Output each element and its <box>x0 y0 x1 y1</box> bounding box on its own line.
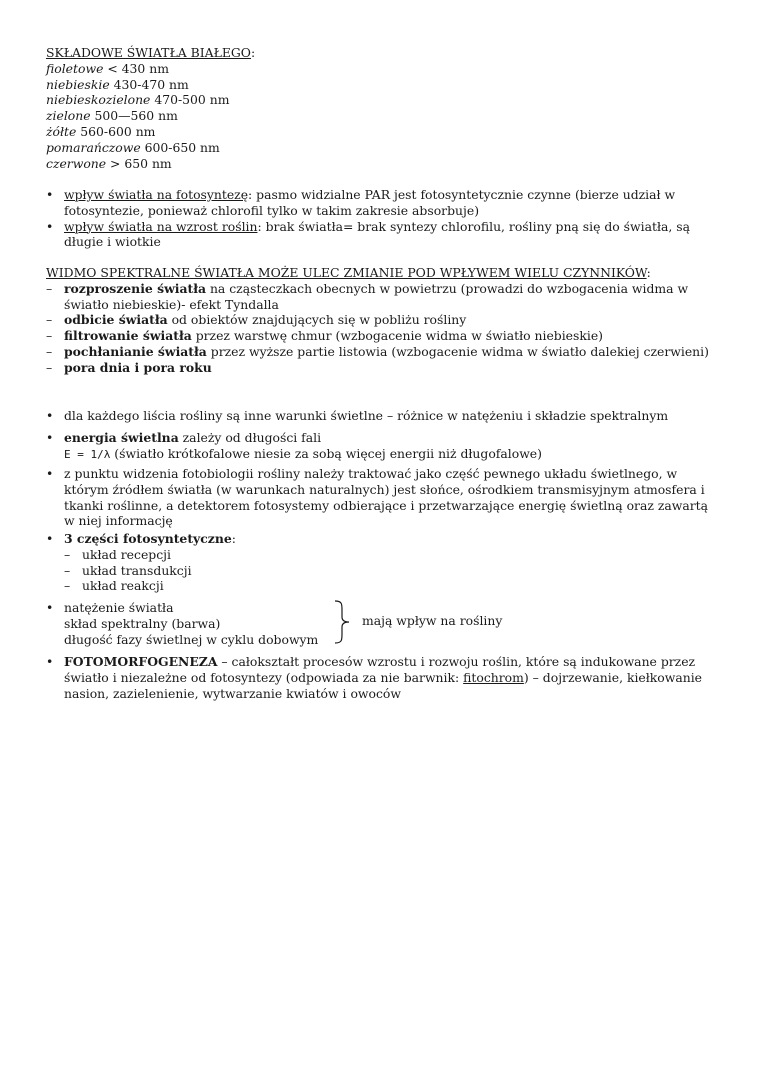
list-item: • dla każdego liścia rośliny są inne warunki świetlne – różnice w natężeniu i składzie spektralnym <box>46 408 716 424</box>
photobiology-note <box>46 466 716 529</box>
list-item: • wpływ światła na fotosyntezę: pasmo widzialne PAR jest fotosyntetycznie czynne (bierze udział w fotosyntezie, ponieważ chlorofil tylko w takim zakresie absorbuje) <box>46 187 716 219</box>
phytochrome-term: fitochrom <box>463 669 524 685</box>
list-item: • 3 części fotosyntetyczne: <box>46 531 716 547</box>
color-row: niebieskie 430-470 nm <box>46 76 189 92</box>
sublist-item: – układ transdukcji <box>64 563 716 579</box>
parts-sublist <box>46 547 716 594</box>
color-row: żółte 560-600 nm <box>46 123 156 139</box>
color-row: fioletowe < 430 nm <box>46 60 169 76</box>
list-item: – filtrowanie światła przez warstwę chmur (wzbogacenie widma w światło niebieskie) <box>46 328 716 344</box>
sublist-item: – układ reakcji <box>64 578 716 594</box>
list-item: – odbicie światła od obiektów znajdujących się w pobliżu rośliny <box>46 312 716 328</box>
list-item: • energia świetlna zależy od długości fali E = 1/λ (światło krótkofalowe niesie za sobą więcej energii niż długofalowe) <box>46 430 716 463</box>
color-row: zielone 500—560 nm <box>46 108 178 124</box>
list-item: • z punktu widzenia fotobiologii rośliny należy traktować jako część pewnego układu świetlnego, w którym źródłem światła (w warunkach naturalnych) jest słońce, ośrodkiem transmisyjnym atmosfera i tkanki roślinne, a detektorem fotosystemy odbierające i przetwarzające energię świetlną oraz zawartą w niej informację <box>46 466 716 529</box>
list-item: • wpływ światła na wzrost roślin: brak światła= brak syntezy chlorofilu, rośliny pną się do światła, są długie i wiotkie <box>46 219 716 251</box>
list-item: • FOTOMORFOGENEZA – całokształt procesów wzrostu i rozwoju roślin, które są indukowane przez światło i niezależne od fotosyntezy (odpowiada za nie barwnik: fitochrom) – dojrzewanie, kiełkowanie nasion, zazielenienie, wytwarzanie kwiatów i owoców <box>46 654 716 701</box>
color-row: pomarańczowe 600-650 nm <box>46 139 220 155</box>
photosynthetic-parts <box>46 531 716 594</box>
leaf-note <box>46 408 716 424</box>
photomorphogenesis-note <box>46 654 716 701</box>
curly-brace-icon <box>332 600 354 644</box>
list-item: – pochłanianie światła przez wyższe partie listowia (wzbogacenie widma w światło dalekiej czerwieni) <box>46 344 716 360</box>
section-heading: SKŁADOWE ŚWIATŁA BIAŁEGO: <box>46 45 256 60</box>
section-heading: WIDMO SPEKTRALNE ŚWIATŁA MOŻE ULEC ZMIANIE POD WPŁYWEM WIELU CZYNNIKÓW: <box>46 265 651 280</box>
energy-formula: E = 1/λ <box>64 447 111 461</box>
color-row: czerwone > 650 nm <box>46 155 172 171</box>
list-item: – rozproszenie światła na cząsteczkach obecnych w powietrzu (prowadzi do wzbogacenia widma w światło niebieskie)- efekt Tyndalla <box>46 281 716 313</box>
white-light-components <box>46 45 716 171</box>
list-item: • natężenie światła skład spektralny (barwa) długość fazy świetlnej w cyklu dobowym <box>46 600 716 647</box>
list-item: – pora dnia i pora roku <box>46 360 716 376</box>
energy-note <box>46 430 716 463</box>
influence-list <box>46 187 716 250</box>
factors-label: mają wpływ na rośliny <box>362 613 503 628</box>
color-row: niebieskozielone 470-500 nm <box>46 92 230 108</box>
sublist-item: – układ recepcji <box>64 547 716 563</box>
spectrum-section <box>46 265 716 376</box>
